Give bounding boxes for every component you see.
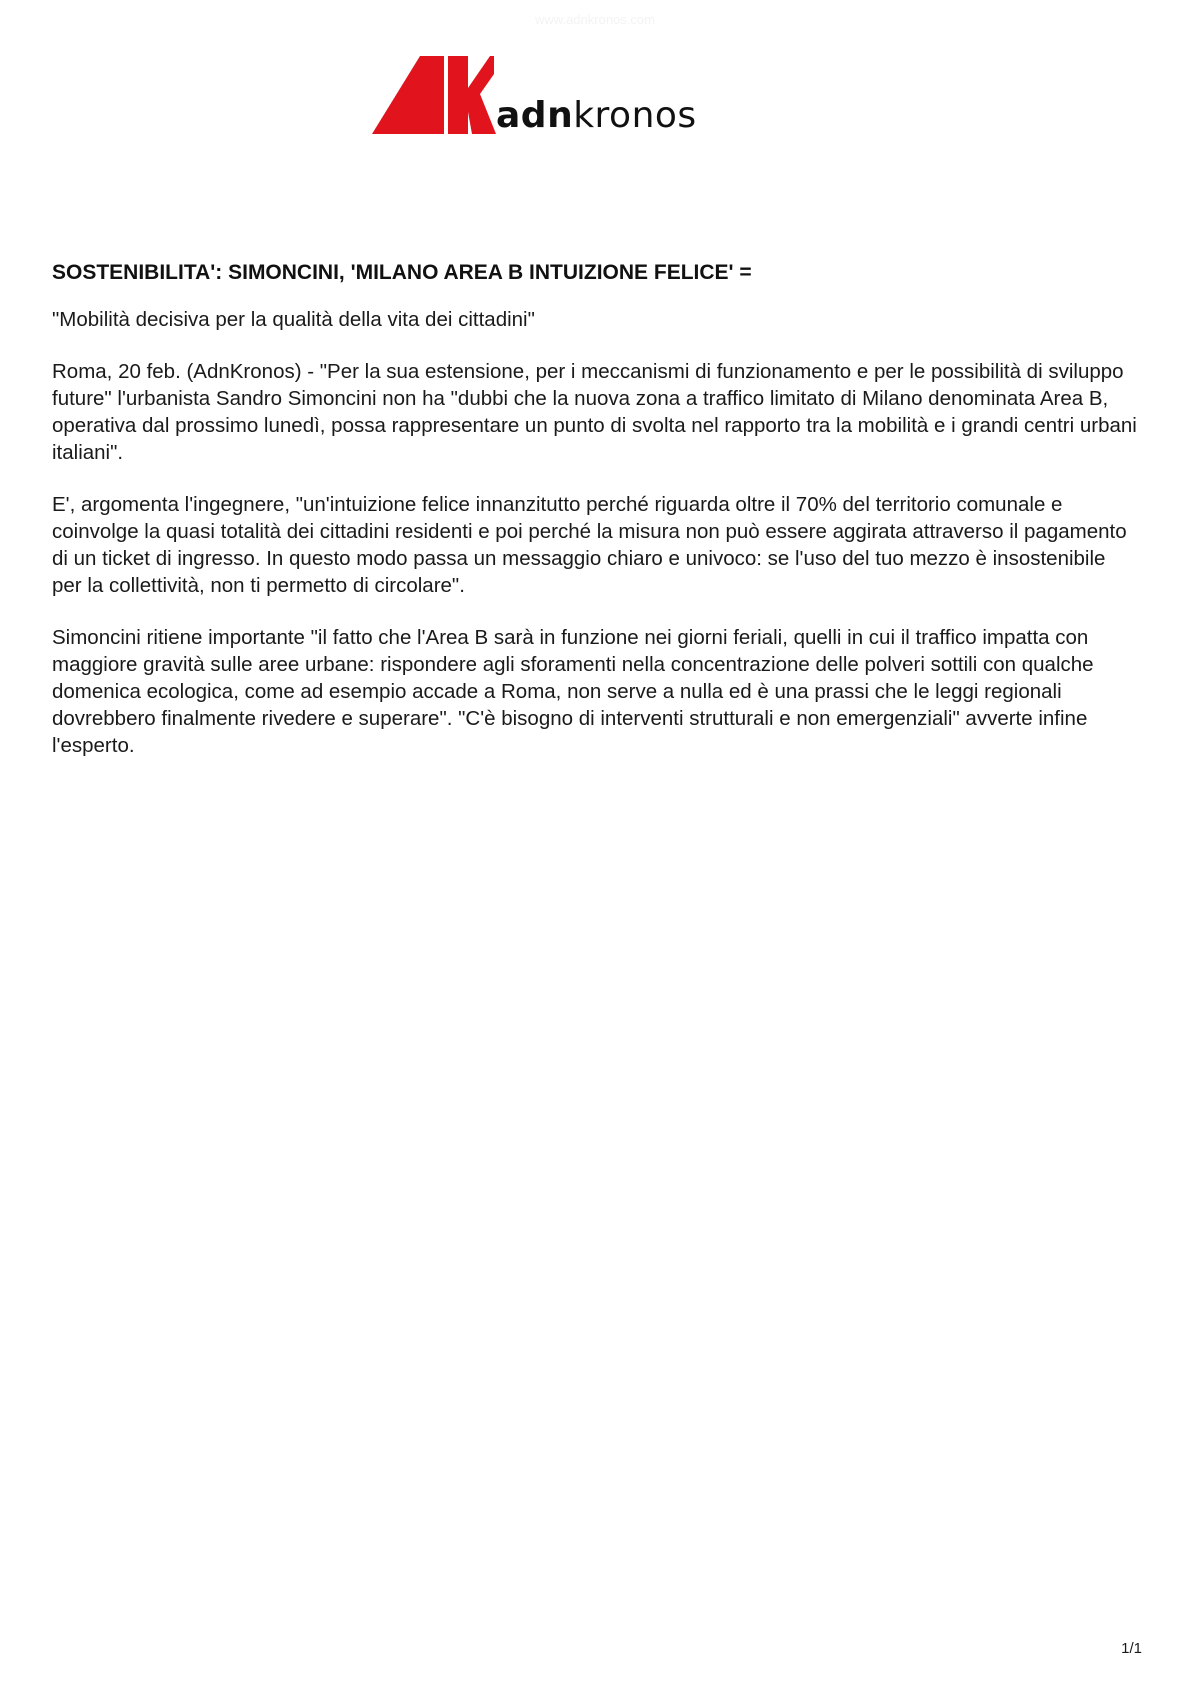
top-source-note: www.adnkronos.com: [535, 12, 655, 27]
article-headline: SOSTENIBILITA': SIMONCINI, 'MILANO AREA B INTUIZIONE FELICE' =: [52, 261, 752, 284]
page-number: 1/1: [1121, 1640, 1142, 1657]
article-paragraph: E', argomenta l'ingegnere, "un'intuizione felice innanzitutto perché riguarda oltre il 70% del territorio comunale e coinvolge la quasi totalità dei cittadini residenti e poi perché la misura non può essere aggirata attraverso il pagamento di un ticket di ingresso. In questo modo passa un messaggio chiaro e univoco: se l'uso del tuo mezzo è insostenibile per la collettività, non ti permetto di circolare".: [52, 493, 1127, 597]
article-subtitle: "Mobilità decisiva per la qualità della vita dei cittadini": [52, 308, 535, 331]
article: [52, 258, 1140, 759]
logo-wordmark: [496, 96, 697, 136]
adnkronos-ak-logo-icon: [372, 54, 496, 136]
wordmark-bold: adn: [496, 95, 574, 136]
wordmark-light: kronos: [573, 95, 697, 136]
article-paragraph: Simoncini ritiene importante "il fatto che l'Area B sarà in funzione nei giorni feriali, quelli in cui il traffico impatta con maggiore gravità sulle aree urbane: rispondere agli sforamenti nella concentrazione delle polveri sottili con qualche domenica ecologica, come ad esempio accade a Roma, non serve a nulla ed è una prassi che le leggi regionali dovrebbero finalmente rivedere e superare". "C'è bisogno di interventi strutturali e non emergenziali" avverte infine l'esperto.: [52, 626, 1094, 757]
adnkronos-logo: [372, 54, 712, 144]
article-paragraph: Roma, 20 feb. (AdnKronos) - "Per la sua estensione, per i meccanismi di funzionamento e per le possibilità di sviluppo future" l'urbanista Sandro Simoncini non ha "dubbi che la nuova zona a traffico limitato di Milano denominata Area B, operativa dal prossimo lunedì, possa rappresentare un punto di svolta nel rapporto tra la mobilità e i grandi centri urbani italiani".: [52, 360, 1137, 464]
